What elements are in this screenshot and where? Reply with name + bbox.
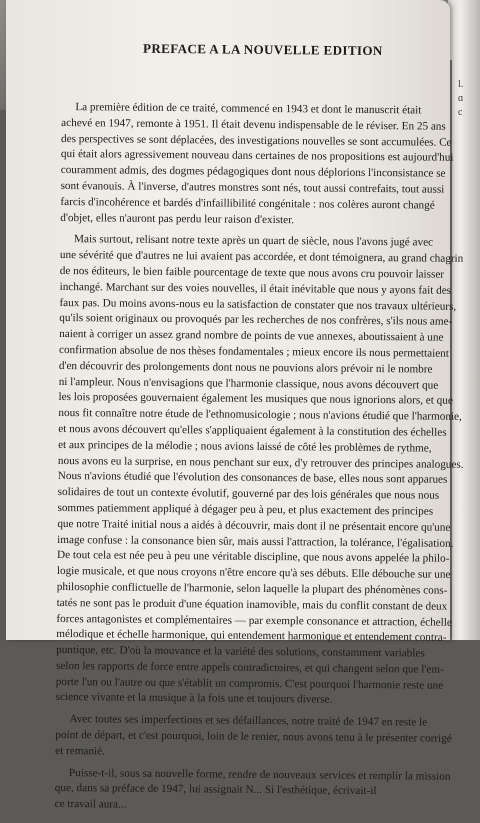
text-line: image confuse : la consonance bien sûr, mais aussi l'attraction, la tolérance, l'égalisation. [57, 533, 454, 550]
text-line: couramment admis, des dogmes pédagogiques dont nous déplorions l'inconsistance se [60, 164, 446, 180]
paragraph [55, 766, 457, 817]
text-line: et aux principes de la mélodie ; nous avions laissé de côté les problèmes de rythme, [58, 438, 432, 455]
paragraph [55, 712, 457, 763]
text-line: puntique, etc. D'où la mouvance et la variété des solutions, constamment variables [56, 644, 425, 660]
text-line: nous avons eu la surprise, en nous penchant sur eux, d'y retrouver des principes analogues. [57, 454, 464, 471]
text-line: Mais surtout, relisant notre texte après un quart de siècle, nous l'avons jugé avec [74, 233, 434, 249]
text-line: ni l'ampleur. Nous n'envisagions que l'harmonie classique, nous avons découvert que [58, 375, 439, 392]
text-line: sont évanouis. À l'inverse, d'autres monstres sont nés, tout aussi contrefaits, tout aussi [60, 179, 445, 196]
text-line: d'objet, elles n'auront pas perdu leur raison d'exister. [60, 211, 295, 226]
text-line: d'en découvrir des prolongements dont nous ne pouvions alors prévoir ni le nombre [58, 359, 433, 376]
text-line: et remanié. [55, 744, 105, 758]
text-line: forces antagonistes et complémentaires — par exemple consonance et attraction, échelle [56, 612, 452, 629]
text-line: de nos éditeurs, le bien faible pourcentage de texte que nous avons cru pouvoir laisser [59, 264, 445, 281]
text-line: porte l'un ou l'autre ou que s'établit un compromis. C'est pourquoi l'harmonie reste une [55, 675, 444, 692]
text-line: des perspectives se sont déplacées, des investigations nouvelles se sont accumulées. Ce [60, 132, 452, 149]
text-line: qu'ils soient originaux ou provoqués par les recherches de nos confrères, s'ils nous ame- [59, 312, 453, 329]
text-line: point de départ, et c'est pourquoi, loin de le renier, nous avons tenu à le présenter corrigé [55, 729, 452, 745]
preface-text-block [55, 40, 464, 823]
paragraph [56, 232, 463, 710]
text-line: faux pas. Du moins avons-nous eu la satisfaction de constater que nos travaux ultérieurs, [59, 296, 457, 313]
text-line: Avec toutes ses imperfections et ses défaillances, notre traité de 1947 en reste le [69, 713, 428, 729]
text-line: Nous n'avions étudié que l'évolution des consonances de base, elles nous sont apparues [57, 470, 448, 487]
text-line: solidaires de tout un contexte évolutif, gouverné par des lois générales que nous nous [57, 486, 440, 502]
text-line: tatés ne sont pas le produit d'une équation inamovible, mais du conflit constant de deux [56, 596, 448, 613]
text-line: les lois proposées gouvernaient également les musiques que nous ignorions alors, et que [58, 391, 453, 408]
paragraph [60, 100, 463, 230]
text-line: De tout cela est née peu à peu une véritable discipline, que nous avons appelée la philo- [56, 549, 450, 566]
text-line: Puisse-t-il, sous sa nouvelle forme, rendre de nouveaux services et remplir la mission [68, 766, 451, 783]
text-line: selon les rapports de force entre appels contradictoires, et qui changent selon que l'em- [55, 659, 444, 676]
side-fragment: c [458, 107, 463, 118]
text-line: farcis d'incohérence et bardés d'infaillibilité congénitale : nos colères auront changé [60, 195, 435, 212]
text-line: que, dans sa préface de 1947, lui assignait N... Si l'esthétique, écrivait-il [54, 782, 377, 798]
text-line: inchangé. Marchant sur des voies nouvelles, il était inévitable que nous y ayons fait des [59, 280, 452, 297]
text-line: ce travail aura... [54, 798, 127, 811]
text-line: mélodique et échelle harmonique, qui entendement harmonique et entendement contra- [56, 628, 447, 645]
text-line: et nous avons découvert qu'elles s'appliquaient également à la constitution des échelles [58, 422, 447, 439]
text-line: La première édition de ce traité, commencé en 1943 et dont le manuscrit était [75, 101, 422, 117]
book-page [6, 0, 464, 811]
side-fragment: l. [458, 79, 464, 90]
adjacent-page-fragment [458, 78, 478, 120]
side-fragment: ɑ [458, 93, 464, 104]
text-line: nous fit connaître notre étude de l'ethnomusicologie ; nous n'avions étudié que l'harmonie, [58, 407, 462, 423]
text-line: que notre Traité initial nous a aidés à découvrir, mais dont il ne présentait encore qu'une [57, 517, 451, 534]
text-line: qui était alors agressivement nouveau dans certaines de nos propositions est aujourd'hui [60, 148, 454, 165]
text-line: philosophie conflictuelle de l'harmonie, selon laquelle la plupart des phénomènes cons- [56, 580, 448, 597]
text-line: une sévérité que d'autres ne lui avaient pas accordée, et dont témoignera, au grand chagrin [59, 249, 464, 266]
text-line: sommes patiemment appliqué à dégager peu à peu, et plus exactement des principes [57, 501, 434, 518]
text-line: naient à corriger un assez grand nombre de points de vue annexes, aboutissaient à une [59, 328, 444, 344]
page-title: PREFACE A LA NOUVELLE EDITION [143, 40, 383, 59]
text-line: confirmation absolue de nos thèses fondamentales ; mieux encore ils nous permettaient [58, 343, 449, 360]
text-line: logie musicale, et que nous croyons n'être encore qu'à ses débuts. Elle débouche sur une [56, 565, 451, 581]
text-line: achevé en 1947, remonte à 1951. Il était devenu indispensable de le réviser. En 25 ans [61, 116, 446, 133]
preface-body [55, 100, 464, 817]
text-line: science vivante et la musique à la fois une et toujours diverse. [55, 691, 333, 707]
